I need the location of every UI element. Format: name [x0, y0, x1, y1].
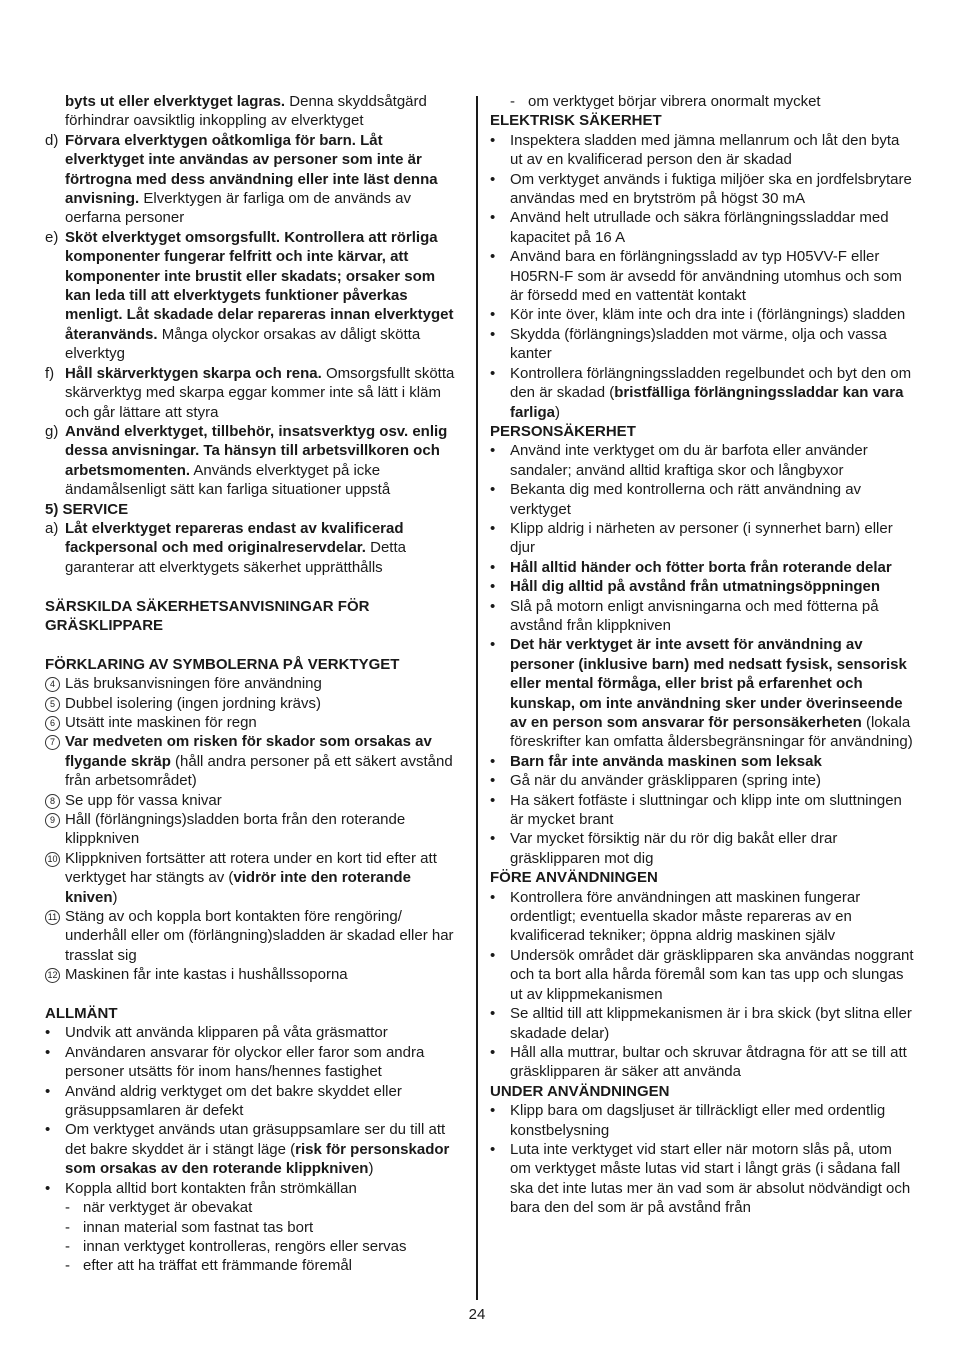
- bullet-icon: •: [490, 752, 496, 770]
- bullet-icon: •: [45, 1043, 51, 1061]
- text: Användaren ansvarar för olyckor eller faror som andra personer utsätts för inom hans/hennes fastighet: [65, 1043, 425, 1081]
- text: Kör inte över, kläm inte och dra inte i (förlängnings) sladden: [510, 306, 906, 324]
- text: Om verktyget används i fuktiga miljöer ska en jordfelsbrytare användas med en brytström på högst 30 mA: [510, 170, 912, 208]
- bullet-item: [490, 829, 914, 868]
- text: efter att ha träffat ett främmande föremål: [83, 1257, 353, 1275]
- bold-text: vidrör inte den roterande kniven: [65, 869, 411, 906]
- bold-text: Förvara elverktygen oåtkomliga för barn. Låt elverktyget inte användas av personer som inte är förtrogna med dess användning eller inte läst denna anvisning.: [65, 131, 438, 208]
- text: Utsätt inte maskinen för regn: [65, 713, 257, 731]
- bullet-item: [490, 364, 914, 422]
- symbol-item: [45, 713, 465, 732]
- bold-text: Låt elverktyget repareras endast av kvalificerad fackpersonal och med originalreservdelar.: [65, 519, 404, 557]
- section-heading: FÖRKLARING AV SYMBOLERNA PÅ VERKTYGET: [45, 655, 400, 673]
- bullet-icon: •: [45, 1121, 51, 1139]
- bold-text: Använd elverktyget, tillbehör, insatsverktyg osv. enlig dessa anvisningar. Ta hänsyn till arbetsvillkoren och arbetsmomenten.: [65, 422, 448, 479]
- bullet-icon: •: [490, 1043, 496, 1061]
- bullet-item: [490, 558, 914, 577]
- text: ): [112, 888, 118, 906]
- bullet-icon: •: [490, 772, 496, 790]
- symbol-item: [45, 907, 465, 965]
- bullet-icon: •: [490, 830, 496, 848]
- text: Klipp aldrig i närheten av personer (i synnerhet barn) eller djur: [510, 519, 893, 557]
- blank-line: [45, 577, 465, 596]
- text: Många olyckor orsakas av dåligt skötta elverktyg: [65, 325, 421, 363]
- instruction-paragraph: [45, 131, 465, 228]
- bullet-item: [490, 946, 914, 1004]
- text: Koppla alltid bort kontakten från strömkällan: [65, 1179, 357, 1197]
- section-heading: FÖRE ANVÄNDNINGEN: [490, 869, 658, 887]
- blank-line: [45, 635, 465, 654]
- symbol-item: [45, 674, 465, 693]
- bullet-icon: •: [490, 1140, 496, 1158]
- section-heading: SÄRSKILDA SÄKERHETSANVISNINGAR FÖR GRÄSKLIPPARE: [45, 597, 370, 634]
- bullet-icon: •: [490, 888, 496, 906]
- text: Klipp bara om dagsljuset är tillräckligt eller med ordentlig konstbelysning: [510, 1102, 886, 1139]
- bullet-item: [490, 597, 914, 636]
- symbol-number: 10: [45, 852, 60, 867]
- dash-icon: -: [65, 1237, 70, 1255]
- dash-item: [45, 1198, 465, 1217]
- text: Läs bruksanvisningen före användning: [65, 675, 322, 693]
- bullet-item: [490, 208, 914, 247]
- bullet-icon: •: [490, 578, 496, 596]
- bullet-item: [45, 1023, 465, 1042]
- bullet-item: [490, 752, 914, 771]
- bold-text: Håll alltid händer och fötter borta från roterande delar: [510, 558, 892, 576]
- bullet-icon: •: [490, 306, 496, 324]
- bullet-item: [490, 131, 914, 170]
- text: Använd helt utrullade och säkra förlängningssladdar med kapacitet på 16 A: [510, 209, 889, 246]
- bullet-item: [490, 519, 914, 558]
- text: Klippkniven fortsätter att rotera under en kort tid efter att verktyget har stängts av (: [65, 849, 437, 887]
- symbol-item: [45, 694, 465, 713]
- bold-text: Håll dig alltid på avstånd från utmatningsöppningen: [510, 578, 881, 596]
- symbol-item: [45, 849, 465, 907]
- bullet-item: [490, 247, 914, 305]
- bullet-icon: •: [490, 558, 496, 576]
- bold-text: Sköt elverktyget omsorgsfullt. Kontrollera att rörliga komponenter fungerar felfritt och inte kärvar, att komponenter inte brustit eller skadats; orsaker som kan leda till att elverktygets funktioner påverkas menligt. Låt skadade delar repareras innan elverktyget återanvänds.: [65, 228, 454, 343]
- text: Skydda (förlängnings)sladden mot värme, olja och vassa kanter: [510, 325, 887, 363]
- bullet-item: [490, 577, 914, 596]
- bullet-icon: •: [490, 481, 496, 499]
- bold-text: Barn får inte använda maskinen som leksak: [510, 752, 822, 770]
- bullet-item: [490, 325, 914, 364]
- dash-icon: -: [65, 1218, 70, 1236]
- bold-text: Det här verktyget är inte avsett för användning av personer (inklusive barn) med nedsatt fysisk, sensorisk eller mental förmåga, eller brist på erfarenhet och kunskap, om inte användning sker under överinseende av en person som ansvarar för personsäkerheten: [510, 636, 907, 731]
- dash-item: [45, 1218, 465, 1237]
- text: Håll alla muttrar, bultar och skruvar åtdragna för att se till att gräsklipparen är säker att använda: [510, 1043, 907, 1081]
- bullet-icon: •: [490, 1005, 496, 1023]
- text: Undersök området där gräsklipparen ska användas noggrant och ta bort alla hårda föremål som kan tas upp och slungas ut av klippmekanismen: [510, 946, 914, 1003]
- bullet-item: [490, 1043, 914, 1082]
- item-label: f): [45, 364, 55, 382]
- symbol-item: [45, 810, 465, 849]
- bullet-icon: •: [490, 791, 496, 809]
- bullet-item: [490, 441, 914, 480]
- text: ): [368, 1160, 374, 1178]
- text: (håll andra personer på ett säkert avstånd från arbetsområdet): [65, 752, 453, 790]
- text: Inspektera sladden med jämna mellanrum och låt den byta ut av en kvalificerad person den är skadad: [510, 131, 900, 169]
- text: Dubbel isolering (ingen jordning krävs): [65, 694, 321, 712]
- bullet-item: [45, 1179, 465, 1198]
- symbol-item: [45, 965, 465, 984]
- symbol-number: 7: [45, 735, 60, 750]
- text: Se upp för vassa knivar: [65, 791, 222, 809]
- text: Se alltid till att klippmekanismen är i bra skick (byt slitna eller skadade delar): [510, 1005, 912, 1042]
- bullet-icon: •: [490, 248, 496, 266]
- text: Använd aldrig verktyget om det bakre skyddet eller gräsuppsamlaren är defekt: [65, 1082, 402, 1120]
- bullet-icon: •: [45, 1179, 51, 1197]
- bullet-item: [45, 1043, 465, 1082]
- bullet-icon: •: [490, 209, 496, 227]
- symbol-number: 6: [45, 716, 60, 731]
- bullet-icon: •: [490, 519, 496, 537]
- symbol-number: 12: [45, 968, 60, 983]
- text: Bekanta dig med kontrollerna och rätt användning av verktyget: [510, 481, 862, 518]
- instruction-paragraph: [45, 92, 465, 131]
- bullet-item: [490, 771, 914, 790]
- text: Håll (förlängnings)sladden borta från den roterande klippkniven: [65, 811, 406, 848]
- right-column: [490, 92, 914, 1218]
- section-heading: 5) SERVICE: [45, 500, 129, 518]
- dash-item: [45, 1237, 465, 1256]
- text: Luta inte verktyget vid start eller när motorn slås på, utom om verktyget måste lutas vid start i långt gräs (i sådana fall ska det inte lutas mer än vad som är absolut nödvändigt och bara den del som är på avstånd från: [510, 1140, 911, 1217]
- column-divider: [476, 96, 478, 1300]
- bullet-icon: •: [490, 1102, 496, 1120]
- dash-item: [490, 92, 914, 111]
- blank-line: [45, 985, 465, 1004]
- page-number: 24: [468, 1306, 486, 1323]
- bullet-icon: •: [490, 131, 496, 149]
- bullet-item: [490, 888, 914, 946]
- bold-text: Var medveten om risken för skador som orsakas av flygande skräp: [65, 733, 432, 770]
- text: Maskinen får inte kastas i hushållssoporna: [65, 966, 348, 984]
- text: (lokala föreskrifter kan omfatta åldersbegränsningar för användning): [510, 714, 913, 751]
- bullet-icon: •: [490, 442, 496, 460]
- bullet-icon: •: [45, 1082, 51, 1100]
- text: Slå på motorn enligt anvisningarna och med fötterna på avstånd från klippkniven: [510, 597, 879, 634]
- bullet-icon: •: [45, 1024, 51, 1042]
- symbol-item: [45, 732, 465, 790]
- section-heading: ALLMÄNT: [45, 1005, 118, 1023]
- bullet-item: [45, 1120, 465, 1178]
- text: Omsorgsfullt skötta skärverktyg med skarpa eggar kommer inte så lätt i kläm och går lättare att styra: [65, 364, 455, 421]
- bullet-item: [490, 1140, 914, 1218]
- bullet-icon: •: [490, 597, 496, 615]
- item-label: g): [45, 422, 59, 440]
- dash-icon: -: [65, 1257, 70, 1275]
- text: Elverktygen är farliga om de används av oerfarna personer: [65, 190, 411, 227]
- text: Används elverktyget på icke ändamålsenligt sätt kan farliga situationer uppstå: [65, 461, 391, 499]
- text: Gå när du använder gräsklipparen (spring inte): [510, 772, 822, 790]
- left-column: [45, 92, 465, 1276]
- instruction-paragraph: [45, 364, 465, 422]
- bullet-item: [45, 1082, 465, 1121]
- bold-text: Håll skärverktygen skarpa och rena.: [65, 364, 322, 382]
- text: Kontrollera förlängningssladden regelbundet och byt den om den är skadad (: [510, 364, 912, 402]
- bullet-item: [490, 791, 914, 830]
- text: Denna skyddsåtgärd förhindrar oavsiktlig inkoppling av elverktyget: [65, 93, 427, 130]
- dash-item: [45, 1256, 465, 1275]
- text: Använd bara en förlängningssladd av typ H05VV-F eller H05RN-F som är avsedd för användning utomhus och som är försedd med en vattentät kontakt: [510, 248, 902, 305]
- text: Undvik att använda klipparen på våta gräsmattor: [65, 1024, 388, 1042]
- bold-text: risk för personskador som orsakas av den roterande klippkniven: [65, 1140, 450, 1178]
- text: ): [555, 403, 561, 421]
- text: innan material som fastnat tas bort: [83, 1218, 314, 1236]
- item-label: a): [45, 519, 59, 537]
- text: innan verktyget kontrolleras, rengörs eller servas: [83, 1237, 407, 1255]
- instruction-paragraph: [45, 519, 465, 577]
- symbol-number: 9: [45, 813, 60, 828]
- text: när verktyget är obevakat: [83, 1199, 253, 1217]
- bullet-item: [490, 305, 914, 324]
- section-heading: PERSONSÄKERHET: [490, 422, 636, 440]
- symbol-number: 5: [45, 697, 60, 712]
- bold-text: bristfälliga förlängningssladdar kan vara farliga: [510, 384, 904, 421]
- text: Kontrollera före användningen att maskinen fungerar ordentligt; eventuella skador måste repareras av en kvalificerad tekniker; öppna aldrig maskinen själv: [510, 888, 861, 945]
- bullet-item: [490, 480, 914, 519]
- bullet-icon: •: [490, 636, 496, 654]
- bullet-icon: •: [490, 170, 496, 188]
- dash-icon: -: [510, 93, 515, 110]
- bold-text: byts ut eller elverktyget lagras.: [65, 93, 286, 110]
- symbol-item: [45, 791, 465, 810]
- symbol-number: 8: [45, 794, 60, 809]
- instruction-paragraph: [45, 422, 465, 500]
- bullet-icon: •: [490, 364, 496, 382]
- text: Var mycket försiktig när du rör dig bakåt eller drar gräsklipparen mot dig: [510, 830, 838, 867]
- bullet-item: [490, 1101, 914, 1140]
- bullet-item: [490, 635, 914, 751]
- item-label: e): [45, 228, 59, 246]
- text: Stäng av och koppla bort kontakten före rengöring/ underhåll eller om (förlängning)sladden är skadad eller har trasslat sig: [65, 908, 454, 964]
- section-heading: UNDER ANVÄNDNINGEN: [490, 1082, 670, 1100]
- symbol-number: 11: [45, 910, 60, 925]
- text: om verktyget börjar vibrera onormalt mycket: [528, 93, 821, 110]
- text: Detta garanterar att elverktygets säkerhet upprätthålls: [65, 539, 406, 576]
- bullet-item: [490, 1004, 914, 1043]
- section-heading: ELEKTRISK SÄKERHET: [490, 112, 662, 130]
- dash-icon: -: [65, 1199, 70, 1217]
- text: Använd inte verktyget om du är barfota eller använder sandaler; använd alltid kraftiga skor och långbyxor: [510, 442, 868, 479]
- text: Ha säkert fotfäste i sluttningar och klipp inte om sluttningen är mycket brant: [510, 791, 902, 829]
- text: Om verktyget används utan gräsuppsamlare ser du till att det bakre skyddet är i stängt läge (: [65, 1121, 446, 1158]
- item-label: d): [45, 131, 59, 149]
- bullet-icon: •: [490, 325, 496, 343]
- instruction-paragraph: [45, 228, 465, 364]
- bullet-icon: •: [490, 946, 496, 964]
- bullet-item: [490, 170, 914, 209]
- symbol-number: 4: [45, 677, 60, 692]
